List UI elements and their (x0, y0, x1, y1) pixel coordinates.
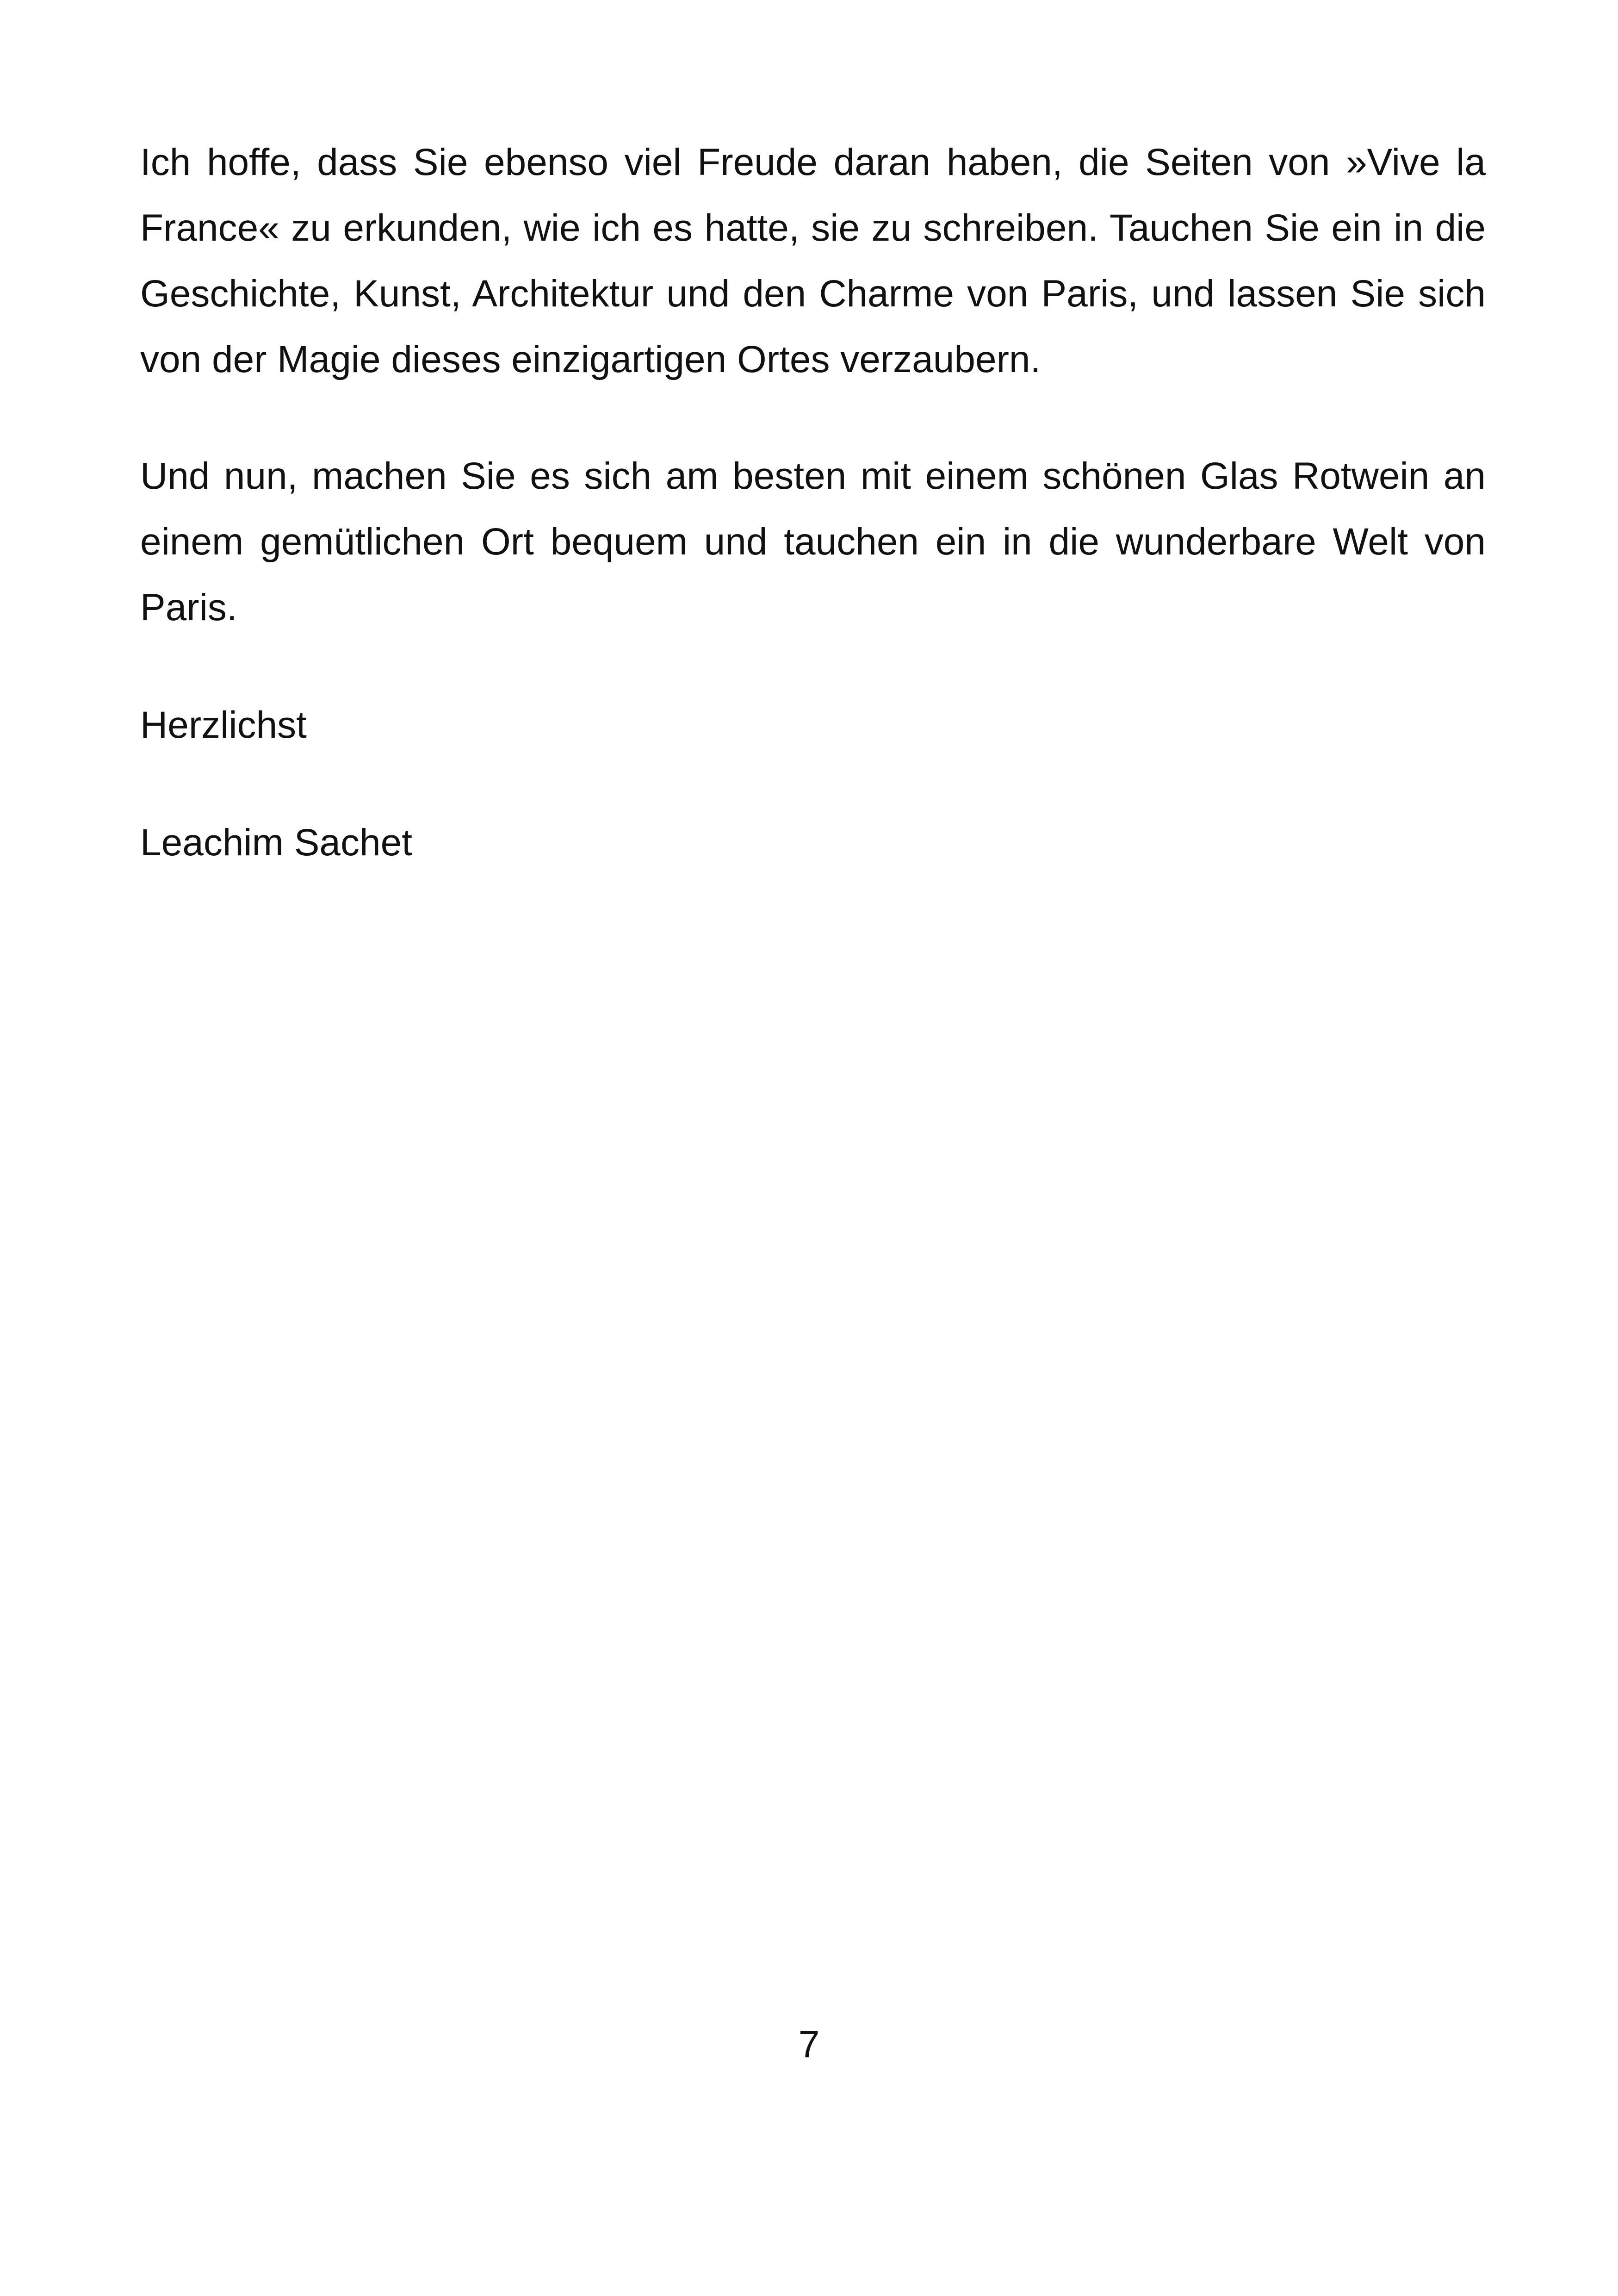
body-text (140, 130, 1486, 876)
paragraph-1: Ich hoffe, dass Sie ebenso viel Freude daran haben, die Seiten von »Vive la France« zu erkunden, wie ich es hatte, sie zu schreiben. Tauchen Sie ein in die Geschichte, Kunst, Architektur und den Charme von Paris, und lassen Sie sich von der Magie dieses einzigartigen Ortes verzaubern. (140, 141, 1486, 380)
paragraph-2: Und nun, machen Sie es sich am besten mit einem schönen Glas Rotwein an einem gemütlichen Ort bequem und tauchen ein in die wunderbare Welt von Paris. (140, 455, 1486, 628)
page-number: 7 (798, 2023, 820, 2066)
signature-name: Leachim Sachet (140, 821, 413, 864)
closing-line: Herzlichst (140, 704, 307, 746)
